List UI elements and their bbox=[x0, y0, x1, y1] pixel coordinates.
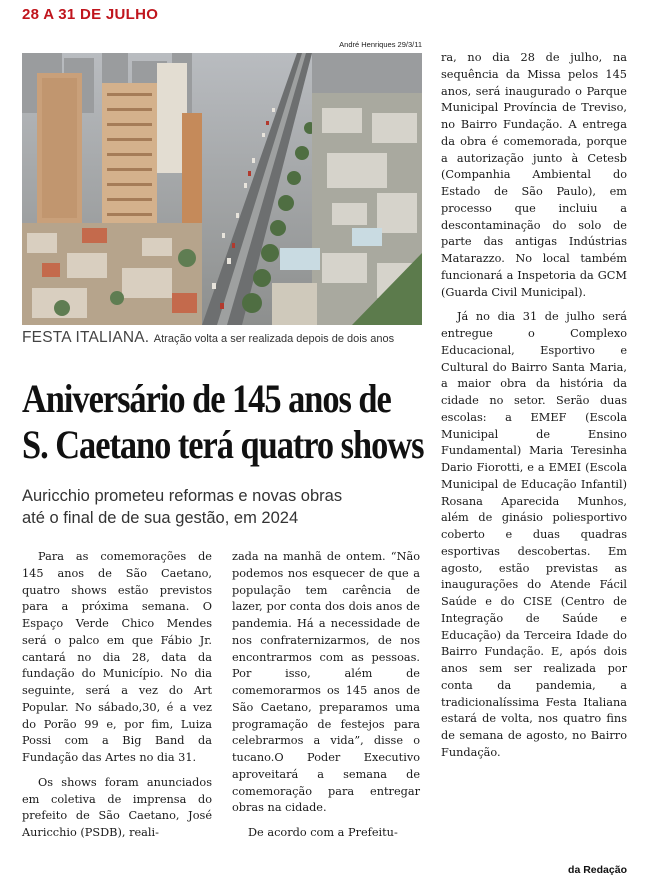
headline-line-1: Aniversário de 145 anos de bbox=[22, 376, 391, 421]
paragraph: De acordo com a Prefeitu- bbox=[248, 826, 398, 839]
subheadline bbox=[22, 485, 432, 529]
section-date-label: 28 A 31 DE JULHO bbox=[22, 6, 159, 23]
paragraph: ra, no dia 28 de julho, na sequência da Missa pelos 145 anos, será inaugurado o Parque Municipal Província de Treviso, no Bairro Fundação. A entrega da obra é comemorada, porque a autorização junto à Cetesb (Companhia Ambiental do Estado de São Paulo), em processo que incluiu a descontaminação do solo de parte das antigas Indústrias Matarazzo. No local também funcionará a Inspetoria da GCM (Guarda Civil Municipal). bbox=[441, 51, 627, 299]
body-column-2 bbox=[232, 549, 420, 842]
caption-text: Atração volta a ser realizada depois de dois anos bbox=[153, 333, 395, 345]
paragraph: Os shows foram anunciados em coletiva de imprensa do prefeito de São Caetano, José Auricchio (PSDB), reali- bbox=[22, 775, 212, 839]
subhead-line-2: até o final de de sua gestão, em 2024 bbox=[22, 509, 299, 527]
byline: da Redação bbox=[568, 864, 627, 876]
photo-caption bbox=[22, 329, 427, 347]
paragraph: zada na manhã de ontem. “Não podemos nos esquecer de que a população tem carência de lazer, por conta dos dois anos de pandemia. Há a necessidade de nos confraternizarmos, de nos encontrarmos com as pessoas. Por isso, além de comemorarmos os 145 anos de São Caetano, preparamos uma programação de festejos para celebrarmos a vida”, disse o tucano.O Poder Executivo aproveitará a semana de comemoração para entregar obras na cidade. bbox=[232, 550, 420, 815]
paragraph: Para as comemorações de 145 anos de São Caetano, quatro shows estão previstos para a próxima semana. O Espaço Verde Chico Mendes será o palco em que Fábio Jr. cantará no dia 28, data da fundação do Município. No dia seguinte, será a vez do Art Popular. No sábado,30, é a vez do Porão 99 e, por fim, Luiza Possi com a Big Band da Fundação das Artes no dia 31. bbox=[22, 550, 212, 764]
headline-line-2: S. Caetano terá quatro shows bbox=[22, 422, 424, 467]
photo-credit: André Henriques 29/3/11 bbox=[339, 40, 422, 49]
city-aerial-photo bbox=[22, 53, 422, 325]
paragraph: Já no dia 31 de julho será entregue o Complexo Educacional, Esportivo e Cultural do Bairro Santa Maria, a maior obra da história da cidade no setor. Serão duas escolas: a EMEF (Escola Municipal de Ensino Fundamental) Maria Teresinha Dario Fiorotti, e a EMEI (Escola Municipal de Educação Infantil) Rosana Aparecida Munhos, além de ginásio poliesportivo coberto e duas quadras esportivas descobertas. Em agosto, estão previstas as inaugurações do Atende Fácil Saúde e do CISE (Centro de Integração de Saúde e Educação) da Terceira Idade do Bairro Fundação. E, após dois anos sem ser realizada por conta da pandemia, a tradicionalíssima Festa Italiana estará de volta, nos quatro fins de semana de agosto, no Bairro Fundação. bbox=[441, 310, 627, 759]
caption-keyword: FESTA ITALIANA. bbox=[22, 329, 150, 346]
subhead-line-1: Auricchio prometeu reformas e novas obras bbox=[22, 487, 343, 505]
headline bbox=[22, 376, 424, 468]
body-column-3 bbox=[441, 50, 627, 762]
body-column-1 bbox=[22, 549, 212, 842]
